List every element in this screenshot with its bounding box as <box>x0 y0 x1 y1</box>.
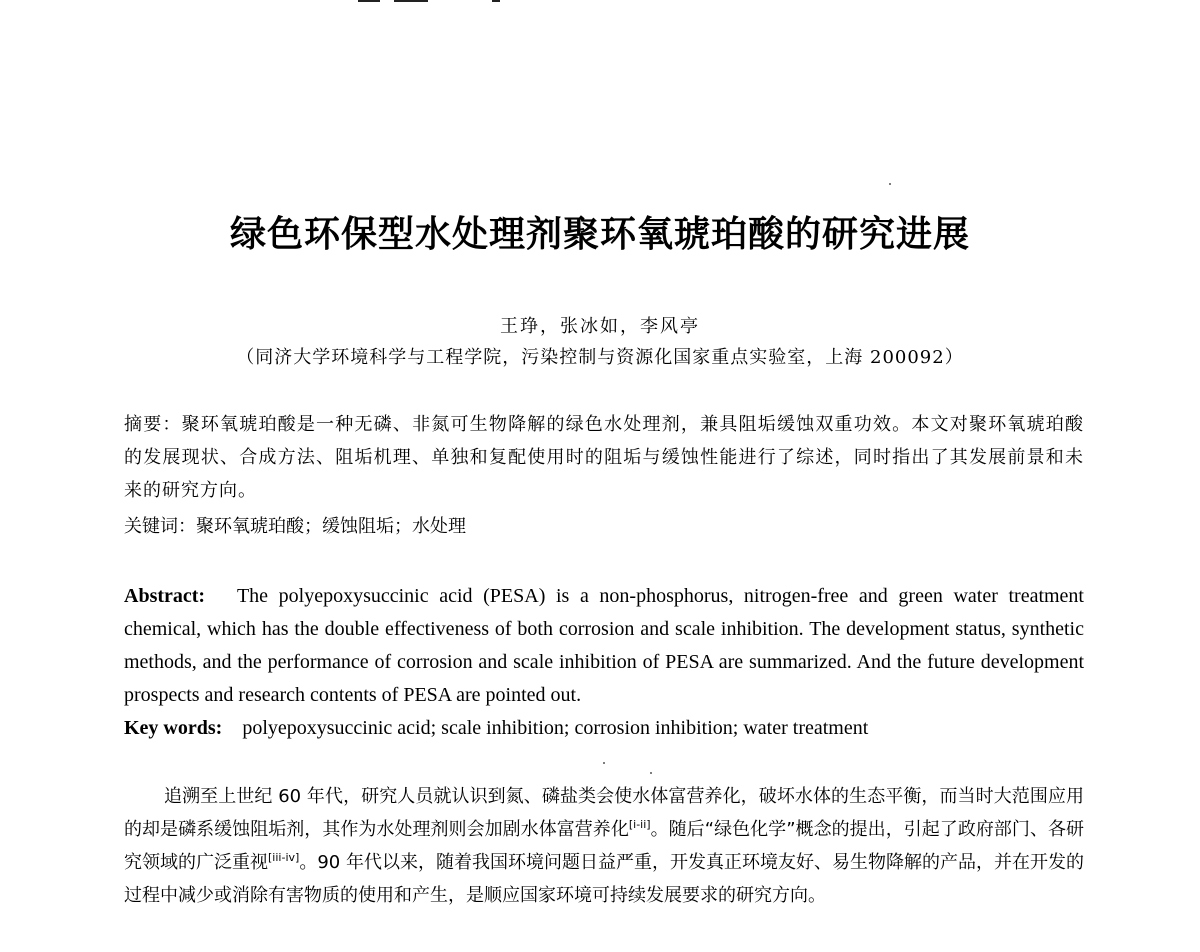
chinese-abstract-text: 聚环氧琥珀酸是一种无磷、非氮可生物降解的绿色水处理剂，兼具阻垢缓蚀双重功效。本文对聚环氧琥珀酸的发展现状、合成方法、阻垢机理、单独和复配使用时的阻垢与缓蚀性能进行了综述，同时指出了其发展前景和未来的研究方向。 <box>124 414 1085 501</box>
body-text-part-2: 。随后“绿色化学”概念的提出，引起了政府部门、各研究领域的广泛重视 <box>124 819 1085 873</box>
scan-speck <box>603 762 605 764</box>
english-abstract-text: The polyepoxysuccinic acid (PESA) is a non-phosphorus, nitrogen-free and green water treatment chemical, which has the double effectiveness of both corrosion and scale inhibition. The development status, synthetic methods, and the performance of corrosion and scale inhibition of PESA are summarized. And the future development prospects and research contents of PESA are pointed out. <box>124 585 1084 706</box>
body-text-part-1: 追溯至上世纪 60 年代，研究人员就认识到氮、磷盐类会使水体富营养化，破坏水体的生态平衡，而当时大范围应用的却是磷系缓蚀阻垢剂，其作为水处理剂则会加剧水体富营养化 <box>124 786 1084 840</box>
english-keywords <box>124 712 1084 745</box>
chinese-keywords <box>124 510 1084 543</box>
affiliation: （同济大学环境科学与工程学院，污染控制与资源化国家重点实验室，上海 200092） <box>236 347 964 368</box>
scan-speck <box>650 772 652 774</box>
authors: 王琤，张冰如，李风亭 <box>500 316 700 337</box>
scan-speck <box>889 183 891 185</box>
citation-ref-1: [i-ii] <box>628 818 651 831</box>
scan-artifact <box>350 0 510 4</box>
chinese-abstract <box>124 408 1084 507</box>
citation-ref-2: [iii-iv] <box>268 851 300 864</box>
chinese-abstract-label: 摘要： <box>124 414 182 435</box>
paper-title: 绿色环保型水处理剂聚环氧琥珀酸的研究进展 <box>229 214 970 255</box>
body-paragraph <box>124 780 1084 912</box>
english-abstract <box>124 580 1084 712</box>
body-text-part-3: 。90 年代以来，随着我国环境问题日益严重，开发真正环境友好、易生物降解的产品，并在开发的过程中减少或消除有害物质的使用和产生，是顺应国家环境可持续发展要求的研究方向。 <box>124 852 1084 906</box>
chinese-keywords-label: 关键词： <box>124 516 196 537</box>
chinese-keywords-text: 聚环氧琥珀酸；缓蚀阻垢；水处理 <box>196 516 466 537</box>
english-keywords-text: polyepoxysuccinic acid; scale inhibition; corrosion inhibition; water treatment <box>242 717 869 739</box>
english-abstract-label: Abstract: <box>124 585 206 607</box>
english-keywords-label: Key words: <box>124 717 223 739</box>
